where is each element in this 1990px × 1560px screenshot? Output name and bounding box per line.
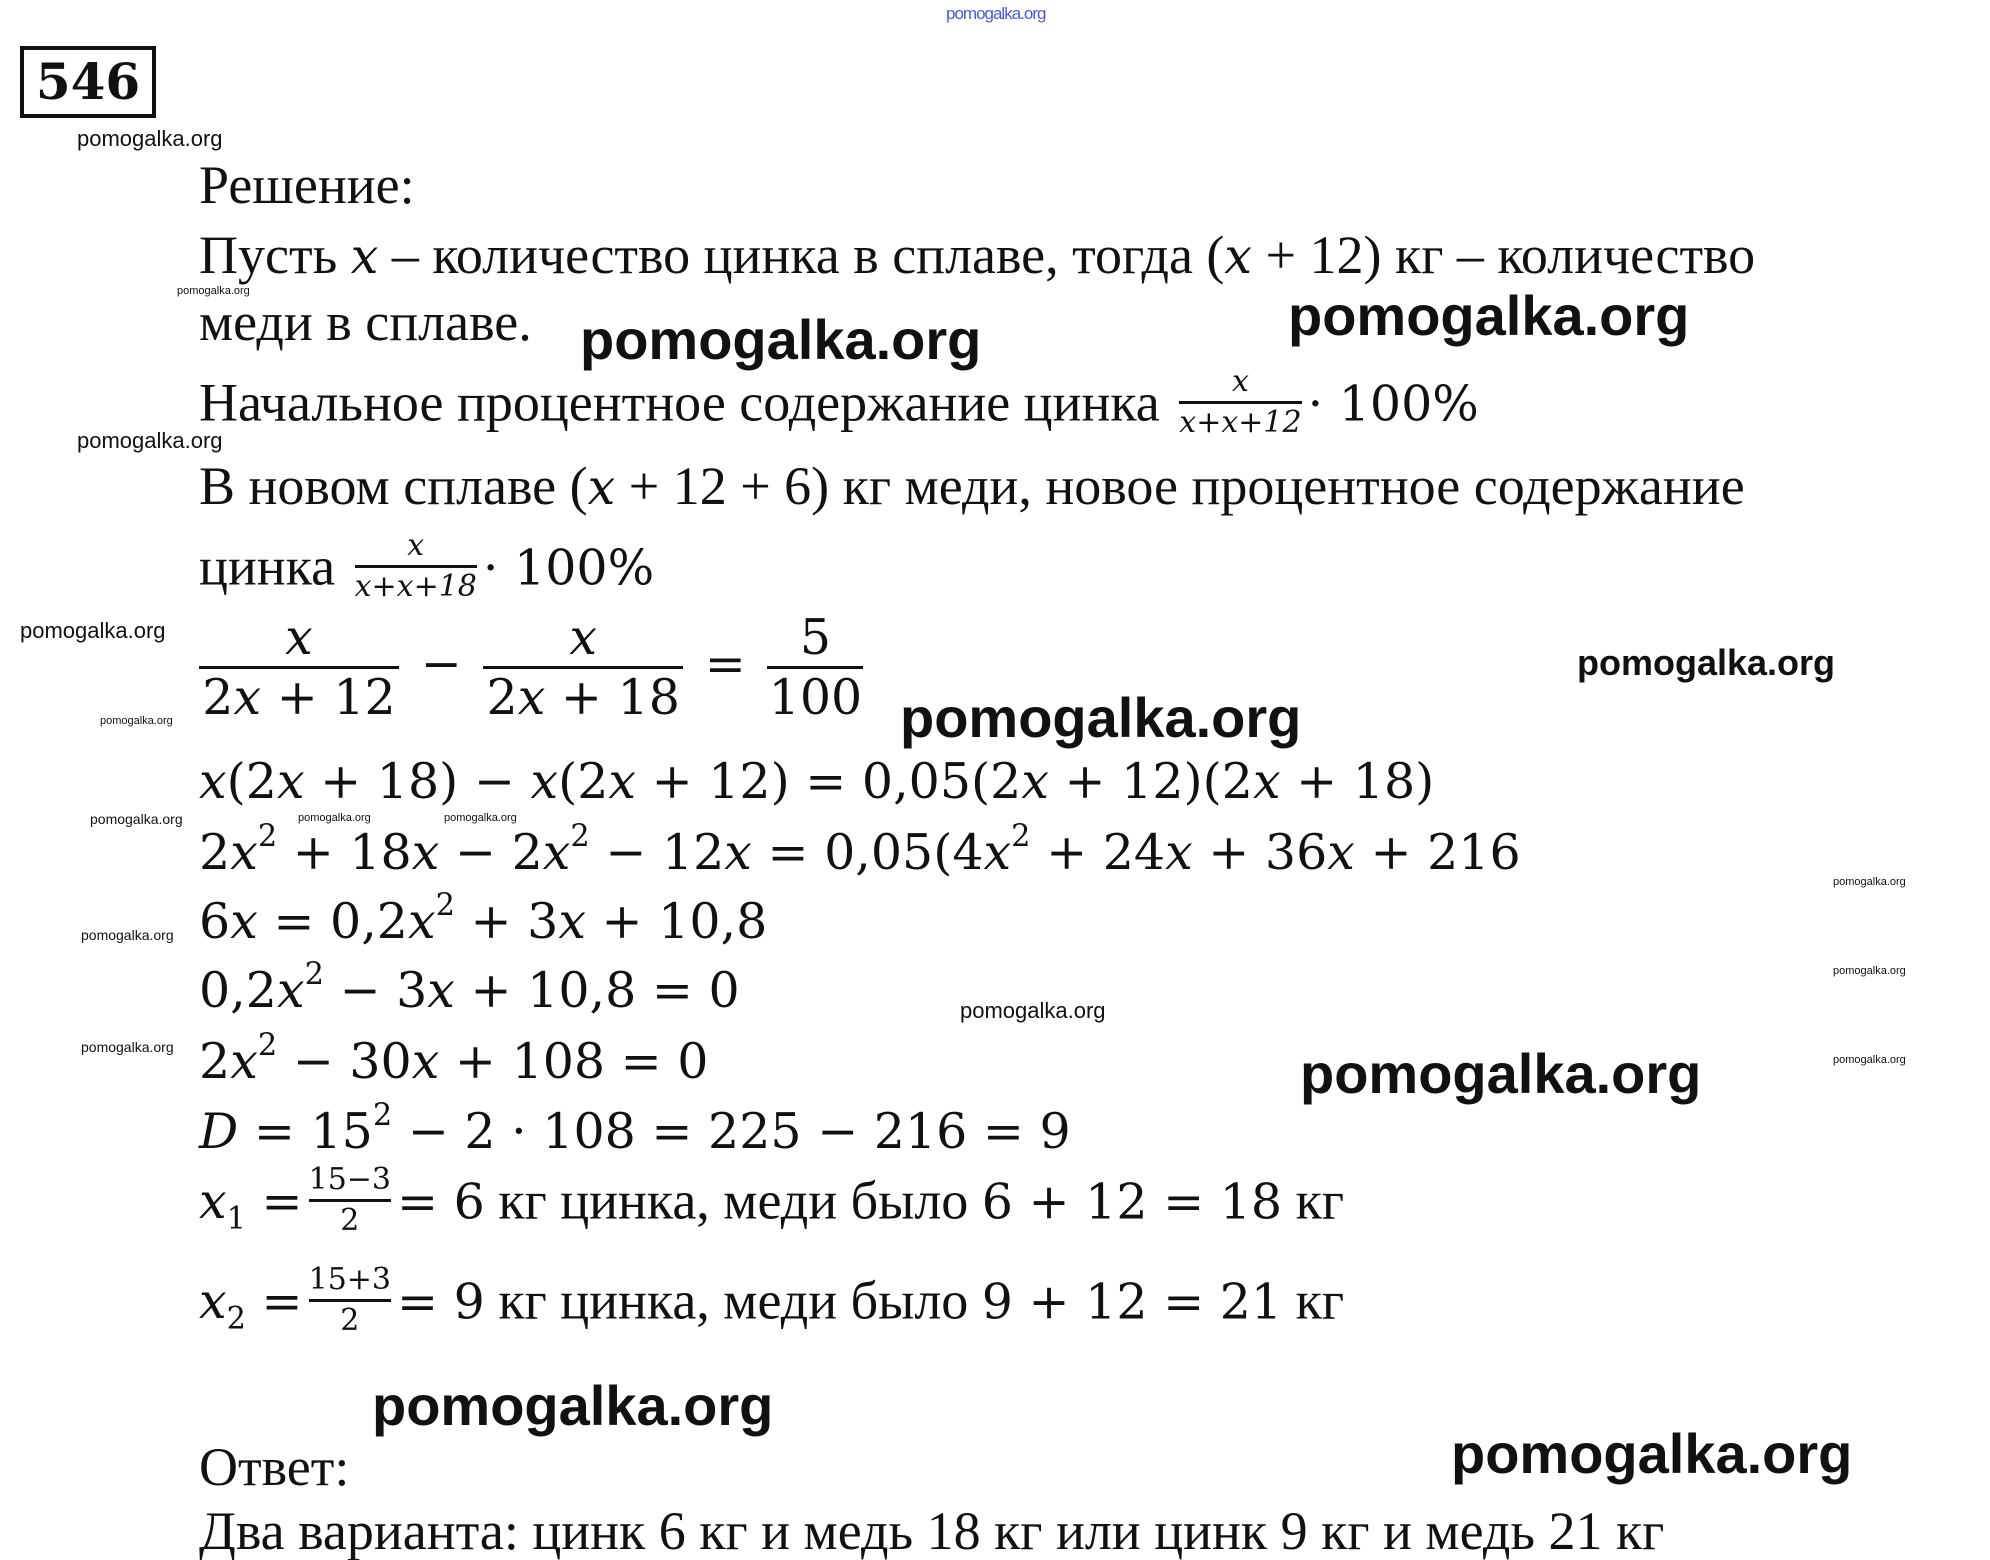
math: = 9 [397, 1273, 485, 1331]
numerator: x [407, 528, 425, 563]
variable: x [1224, 228, 1253, 285]
numerator: x [285, 609, 313, 666]
text: В новом сплаве ( [199, 456, 588, 516]
fraction [355, 530, 477, 602]
watermark: pomogalka.org [1833, 876, 1906, 888]
denominator: x+x+18 [354, 568, 477, 604]
fraction-bar [1179, 401, 1301, 404]
watermark: pomogalka.org [580, 308, 982, 371]
text: кг [1282, 1270, 1344, 1331]
text: кг цинка, меди было [484, 1270, 982, 1331]
text: Начальное процентное содержание цинка [199, 372, 1174, 433]
text: · 100% [1307, 375, 1479, 433]
numerator: x [1231, 364, 1249, 399]
text-line [199, 225, 1756, 285]
text: цинка [199, 536, 349, 597]
text-line [199, 528, 655, 608]
numerator: 15−3 [308, 1162, 392, 1197]
fraction-bar [309, 1299, 391, 1302]
text: · 100% [482, 539, 655, 597]
denominator: 2x + 12 [202, 669, 396, 727]
denominator: 100 [768, 669, 863, 727]
text: кг [1282, 1170, 1344, 1231]
text-line [199, 456, 1745, 516]
watermark: pomogalka.org [81, 1039, 174, 1055]
text-line: меди в сплаве. [199, 292, 532, 352]
math-line: $2x^2 + 18x - 2x^2 - 12x = 0,05(4x^2 + 24x + 36x + 216$ [199, 819, 1521, 881]
watermark: pomogalka.org [298, 812, 371, 824]
watermark: pomogalka.org [77, 126, 223, 151]
text: + 12) кг – количество [1252, 225, 1756, 285]
fraction [199, 609, 399, 727]
watermark: pomogalka.org [20, 618, 166, 643]
numerator: x [569, 609, 598, 666]
watermark: pomogalka.org [444, 812, 517, 824]
watermark: pomogalka.org [81, 927, 174, 943]
equation-fractions [199, 609, 869, 727]
watermark: pomogalka.org [90, 811, 183, 827]
math: $x_2$ = [199, 1273, 303, 1338]
watermark: pomogalka.org [1833, 965, 1906, 977]
watermark: pomogalka.org [900, 686, 1302, 749]
root-line-2 [199, 1262, 1344, 1342]
root-line-1 [199, 1162, 1344, 1242]
math-line: $6x = 0,2x^2 + 3x + 10,8$ [199, 888, 768, 950]
denominator: 2 [340, 1302, 360, 1338]
fraction [309, 1264, 391, 1336]
denominator: 2x + 18 [486, 669, 680, 727]
watermark: pomogalka.org [372, 1374, 774, 1437]
watermark: pomogalka.org [177, 285, 250, 297]
math: = 6 [397, 1173, 485, 1231]
watermark: pomogalka.org [1300, 1042, 1702, 1105]
watermark: pomogalka.org [1451, 1422, 1853, 1485]
fraction-bar [355, 565, 477, 568]
problem-number: 546 [20, 46, 156, 118]
text: + 12 + 6) кг меди, новое процентное содержание [615, 456, 1745, 516]
math-line: $0,2x^2 - 3x + 10,8 = 0$ [199, 957, 740, 1019]
math-line: $D = 15^2 - 2 \cdot 108 = 225 - 216 = 9$ [199, 1098, 1071, 1160]
solution-heading: Решение: [199, 155, 415, 215]
text: кг цинка, меди было [484, 1170, 982, 1231]
math: $x_1$ = [199, 1173, 303, 1238]
operator: − [420, 635, 462, 693]
text-line [199, 364, 1479, 444]
denominator: 2 [340, 1202, 360, 1238]
denominator: x+x+12 [1179, 404, 1302, 440]
fraction [483, 609, 683, 727]
operator: = [704, 635, 746, 693]
text: – количество цинка в сплаве, тогда ( [378, 225, 1225, 285]
numerator: 15+3 [308, 1262, 392, 1297]
watermark: pomogalka.org [100, 715, 173, 727]
top-watermark[interactable]: pomogalka.org [946, 4, 1046, 23]
fraction [767, 609, 863, 727]
text: Пусть [199, 225, 351, 285]
variable: x [587, 459, 616, 516]
watermark: pomogalka.org [1577, 642, 1836, 683]
answer-heading: Ответ: [199, 1437, 350, 1497]
watermark: pomogalka.org [1833, 1054, 1906, 1066]
answer-text: Два варианта: цинк 6 кг и медь 18 кг или цинк 9 кг и медь 21 кг [199, 1501, 1665, 1560]
watermark: pomogalka.org [960, 998, 1106, 1023]
math: 9 + 12 = 21 [981, 1273, 1283, 1331]
math: 6 + 12 = 18 [981, 1173, 1283, 1231]
watermark: pomogalka.org [1288, 284, 1690, 347]
watermark: pomogalka.org [77, 428, 223, 453]
fraction [309, 1164, 391, 1236]
numerator: 5 [799, 609, 832, 666]
variable: x [350, 228, 379, 285]
math-line: x(2x + 18) − x(2x + 12) = 0,05(2x + 12)(2x + 18) [199, 753, 1435, 810]
math-line: $2x^2 - 30x + 108 = 0$ [199, 1028, 709, 1090]
fraction-bar [309, 1199, 391, 1202]
fraction [1179, 366, 1301, 438]
